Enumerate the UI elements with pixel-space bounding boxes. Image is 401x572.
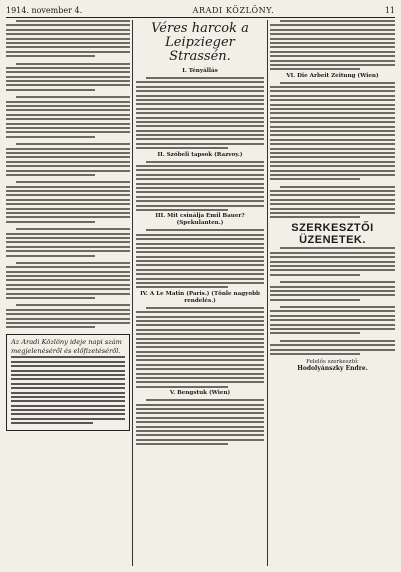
responsible-editor-name: Hodolyánszky Endre. (297, 365, 368, 372)
editorial-messages-heading: SZERKESZTŐI ÜZENETEK. (291, 222, 374, 247)
section-heading-1: I. Tényállás (182, 68, 218, 74)
section-heading-4: IV. A Le Matin (Paris.) (Tőnle nagyobb rendelés.) (140, 290, 260, 304)
header-date: 1914. november 4. (6, 5, 83, 15)
page-header (6, 3, 395, 17)
header-page-number: 11 (384, 5, 395, 15)
editorial-notice-box (6, 334, 130, 430)
responsible-editor-label: Felelős szerkesztő: (306, 359, 359, 365)
editorial-notice-text: Az Aradi Közlöny ideje napi szám megjelenéséről és előfizetéséről. (11, 338, 122, 356)
section-heading-3: III. Mit csinálja Emil Bauer? (Spekulanten.) (155, 213, 245, 227)
section-heading-5: V. Bengstuk (Wien) (169, 390, 231, 397)
column-2 (136, 20, 264, 566)
column-divider (267, 20, 268, 566)
column-3 (270, 20, 395, 566)
article-title: Véres harcok a Leipzieger Strassén. (151, 21, 249, 64)
column-divider (132, 20, 133, 566)
header-rule (6, 17, 395, 18)
column-1-top-text (6, 20, 130, 328)
header-newspaper-title: ARADI KÖZLÖNY. (192, 5, 275, 15)
section-heading-2: II. Szóbeli tapsok (Razvoy.) (157, 151, 243, 158)
section-heading-6: VI. Die Arbeit Zeitung (Wien) (286, 72, 379, 79)
column-1 (6, 20, 130, 566)
